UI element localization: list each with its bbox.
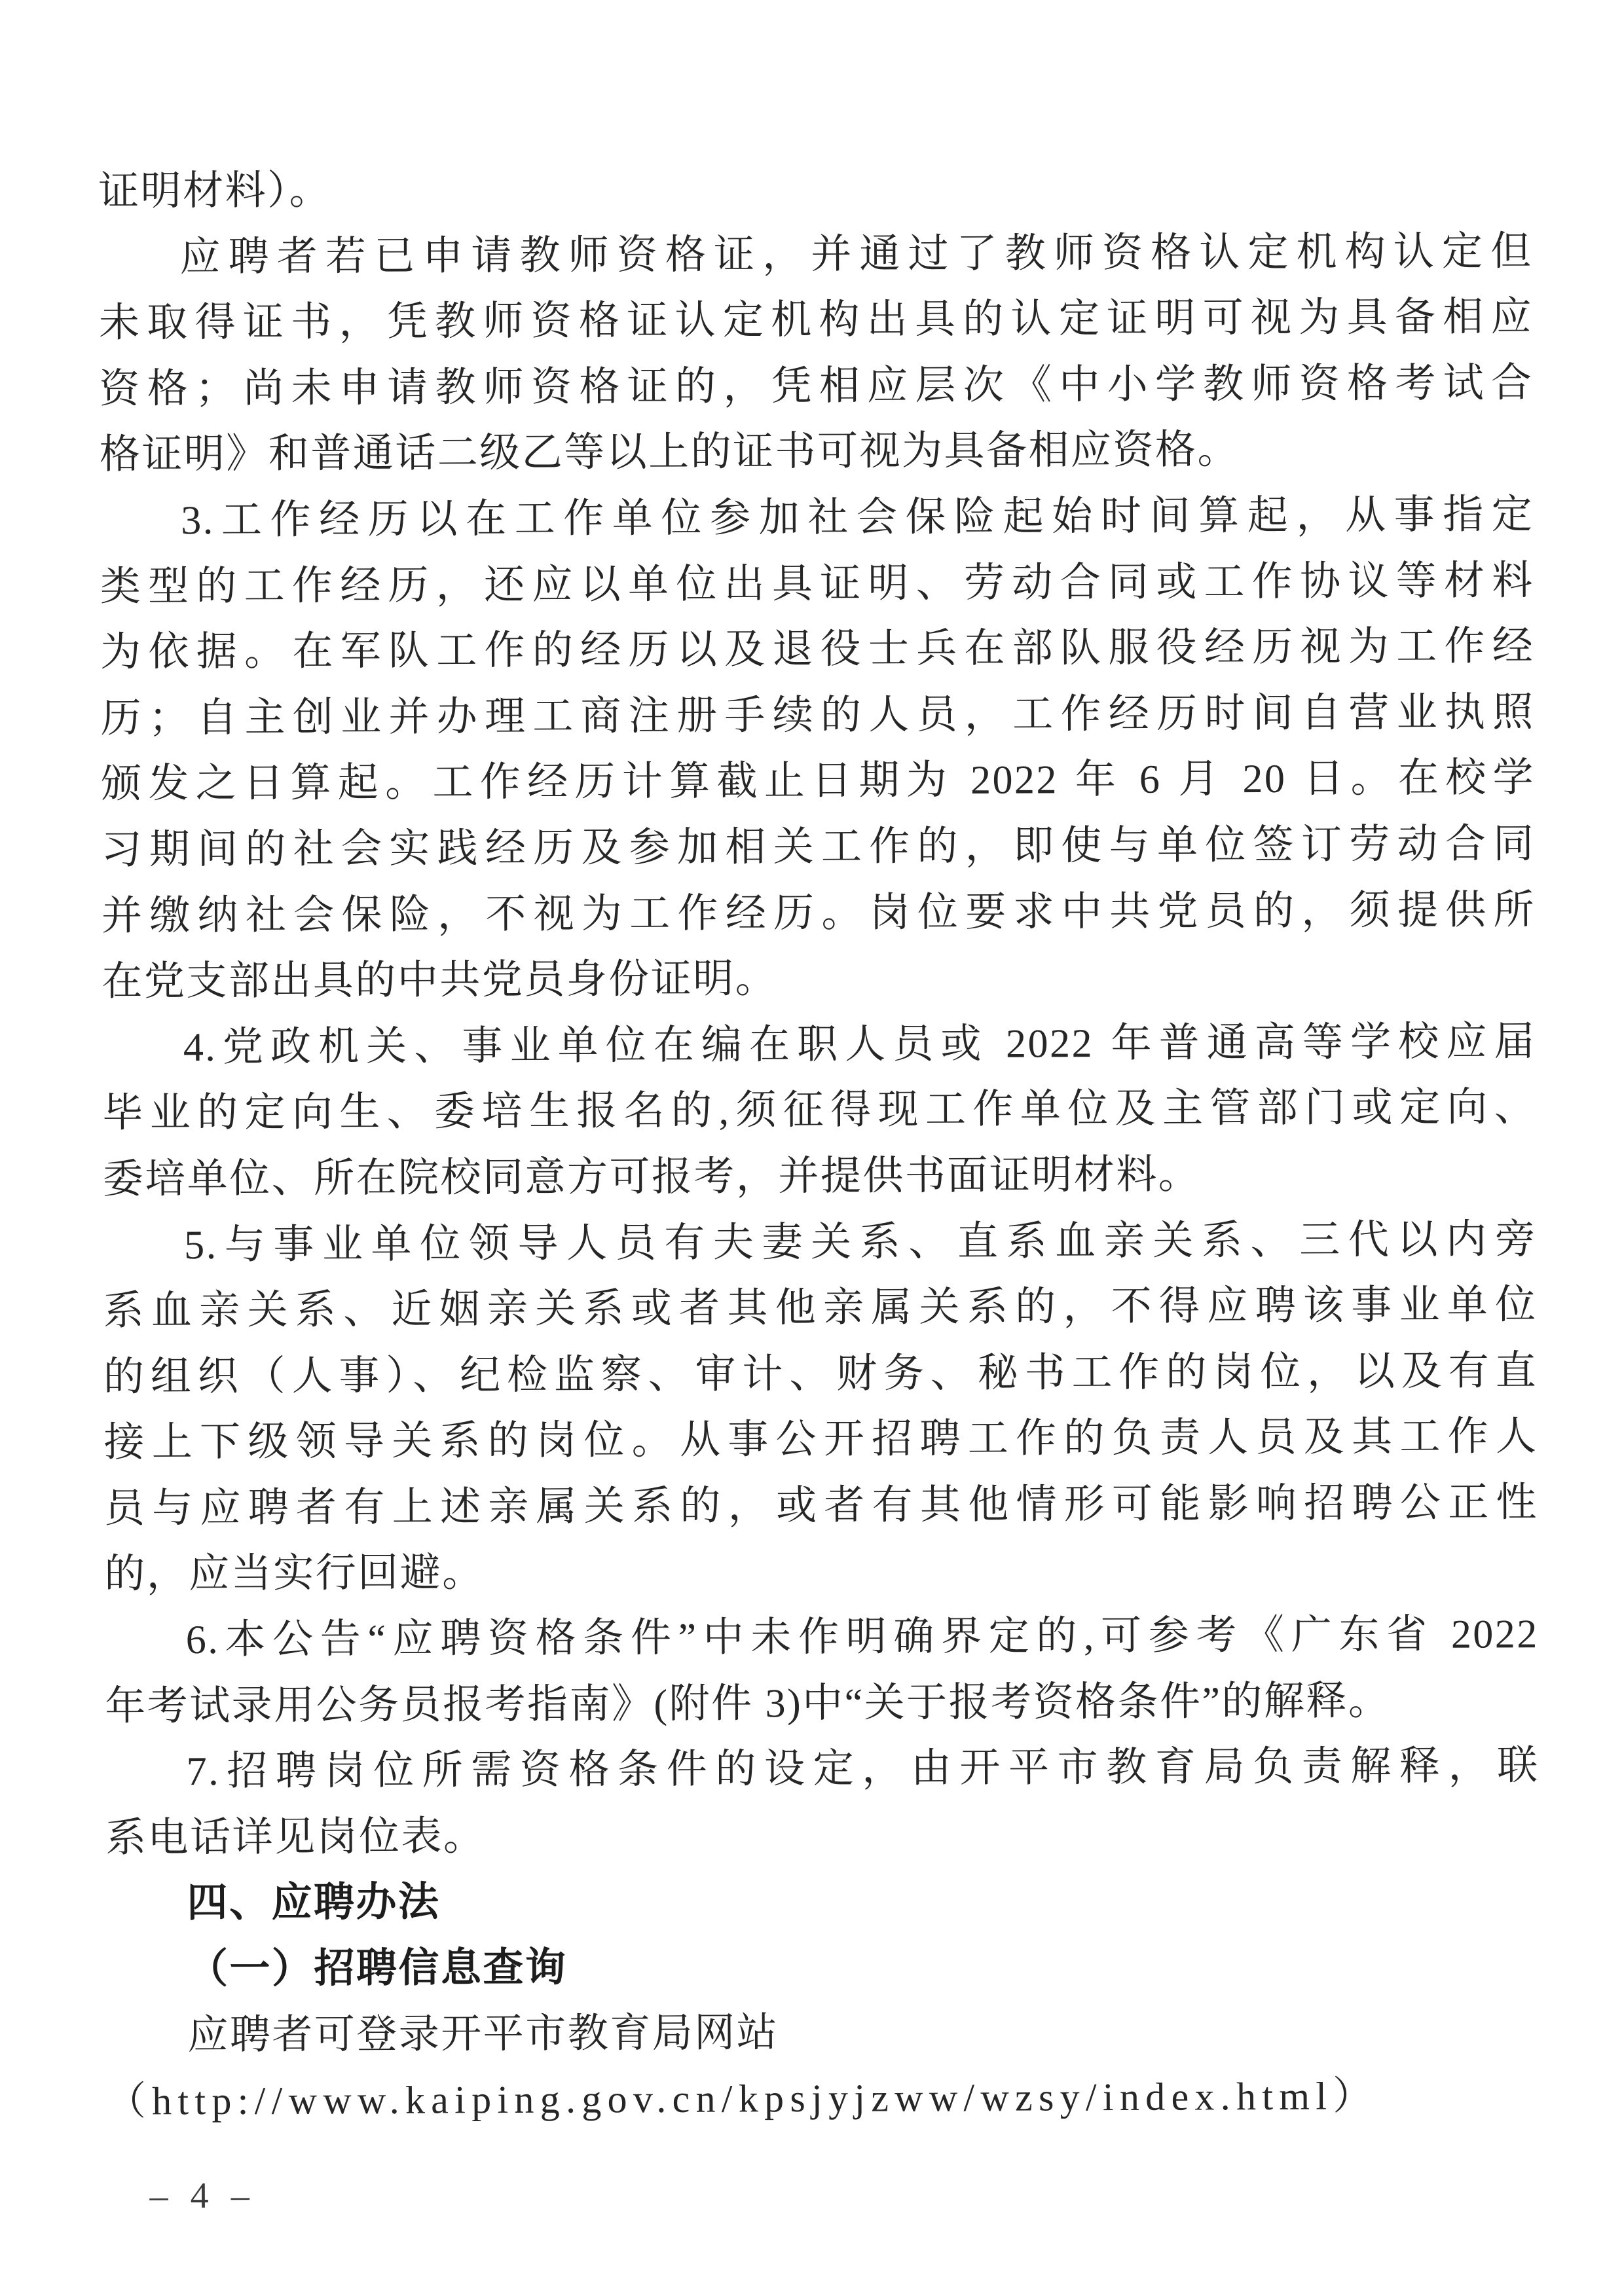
- document-line: 习期间的社会实践经历及参加相关工作的，即使与单位签订劳动合同: [101, 822, 1536, 873]
- document-line: 历；自主创业并办理工商注册手续的人员，工作经历时间自营业执照: [100, 689, 1535, 741]
- document-line: 为依据。在军队工作的经历以及退役士兵在部队服役经历视为工作经: [100, 624, 1535, 675]
- document-line: 未取得证书，凭教师资格证认定机构出具的认定证明可视为具备相应: [98, 295, 1534, 346]
- document-line: 颁发之日算起。工作经历计算截止日期为 2022 年 6 月 20 日。在校学: [100, 756, 1536, 807]
- document-line: 委培单位、所在院校同意方可报考，并提供书面证明材料。: [102, 1152, 1201, 1202]
- document-line: 格证明》和普通话二级乙等以上的证书可视为具备相应资格。: [99, 428, 1240, 478]
- document-line: 应聘者若已申请教师资格证，并通过了教师资格认定机构认定但: [179, 228, 1533, 280]
- document-line: 应聘者可登录开平市教育局网站: [187, 2010, 779, 2058]
- document-line: 员与应聘者有上述亲属关系的，或者有其他情形可能影响招聘公正性: [103, 1480, 1539, 1531]
- document-line: 3.工作经历以在工作单位参加社会保险起始时间算起，从事指定: [181, 492, 1534, 543]
- document-line: 6.本公告“应聘资格条件”中未作明确界定的,可参考《广东省 2022: [185, 1612, 1539, 1663]
- document-line: 年考试录用公务员报考指南》(附件 3)中“关于报考资格条件”的解释。: [105, 1678, 1391, 1729]
- document-line: 的组织（人事）、纪检监察、审计、财务、秘书工作的岗位，以及有直: [103, 1348, 1538, 1400]
- document-line: 在党支部出具的中共党员身份证明。: [101, 957, 778, 1004]
- section-heading-4: 四、应聘办法: [187, 1880, 441, 1926]
- website-url: （http://www.kaiping.gov.cn/kpsjyjzww/wzsy/index.html）: [106, 2074, 1378, 2123]
- document-line: 毕业的定向生、委培生报名的,须征得现工作单位及主管部门或定向、: [102, 1085, 1537, 1137]
- document-line: 类型的工作经历，还应以单位出具证明、劳动合同或工作协议等材料: [100, 558, 1534, 610]
- document-line: 证明材料）。: [98, 168, 332, 214]
- document-line: 并缴纳社会保险，不视为工作经历。岗位要求中共党员的，须提供所: [101, 887, 1536, 939]
- document-body: [98, 153, 1541, 2134]
- document-line: 4.党政机关、事业单位在编在职人员或 2022 年普通高等学校应届: [183, 1019, 1536, 1070]
- document-line: 5.与事业单位领导人员有夫妻关系、直系血亲关系、三代以内旁: [184, 1216, 1538, 1267]
- document-line: 资格；尚未申请教师资格证的，凭相应层次《中小学教师资格考试合: [99, 360, 1534, 412]
- page-number: – 4 –: [149, 2175, 257, 2217]
- document-line: 的，应当实行回避。: [104, 1550, 485, 1597]
- subsection-heading-1: （一）招聘信息查询: [187, 1945, 568, 1992]
- document-line: 接上下级领导关系的岗位。从事公开招聘工作的负责人员及其工作人: [103, 1414, 1538, 1466]
- document-line: 7.招聘岗位所需资格条件的设定，由开平市教育局负责解释，联: [186, 1743, 1540, 1795]
- document-line: 系血亲关系、近姻亲关系或者其他亲属关系的，不得应聘该事业单位: [103, 1283, 1538, 1334]
- document-line: 系电话详见岗位表。: [105, 1814, 486, 1861]
